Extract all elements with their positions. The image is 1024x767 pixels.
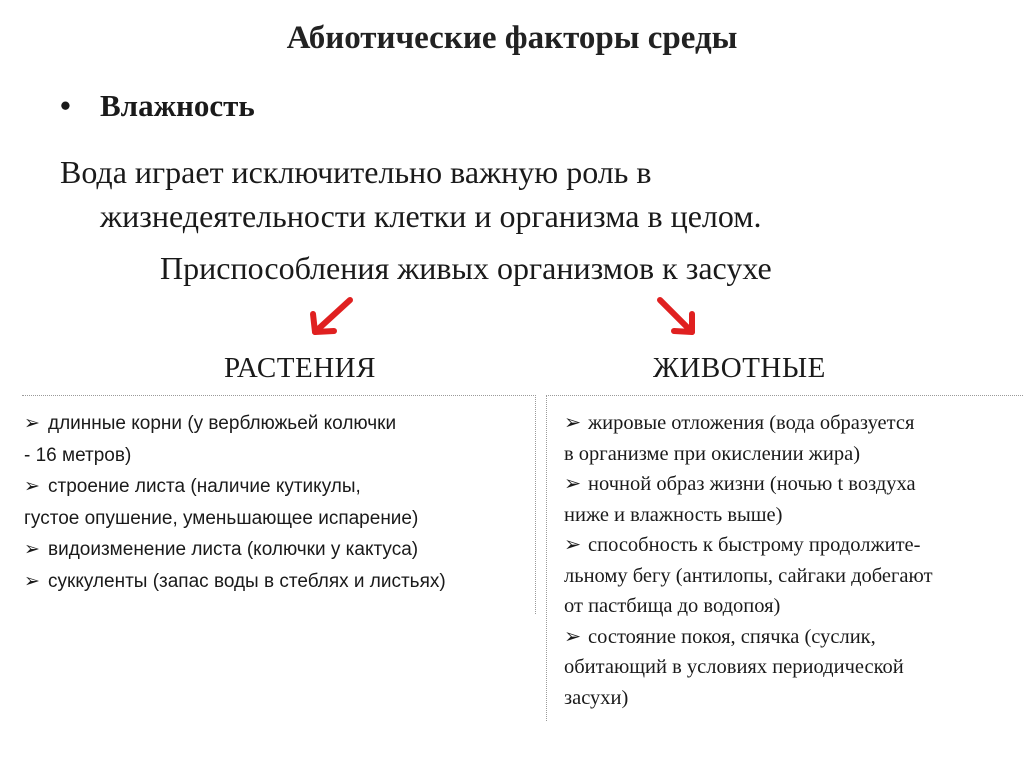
list-item-text: суккуленты (запас воды в стеблях и листьях) [48,570,446,592]
list-item-text: густое опушение, уменьшающее испарение) [24,507,419,529]
list-item-text: строение листа (наличие кутикулы, [48,476,361,497]
list-item-text: льному бегу (антилопы, сайгаки добегают [564,564,933,587]
list-item [564,408,933,439]
list-item-text: от пастбища до водопоя) [564,595,781,617]
list-item [564,469,933,500]
list-item [24,440,446,472]
arrow-bullet-icon: ➢ [564,473,582,495]
list-item-text: видоизменение листа (колючки у кактуса) [48,539,419,560]
subtitle: Приспособления живых организмов к засухе [160,250,772,286]
arrow-bullet-icon: ➢ [564,412,582,434]
arrow-bullet-icon: ➢ [564,625,582,648]
intro-text [60,150,980,238]
animals-list [564,408,933,713]
arrow-bullet-icon: ➢ [24,413,40,434]
bullet-marker: • [60,88,71,123]
arrow-bullet-icon: ➢ [24,539,40,560]
intro-line-1: Вода играет исключительно важную роль в [60,154,652,190]
list-item-text: состояние покоя, спячка (суслик, [588,625,876,648]
list-item [564,591,933,622]
intro-line-2: жизнедеятельности клетки и организма в целом. [100,198,762,234]
heading-label: Влажность [100,88,255,123]
list-item-text: в организме при окислении жира) [564,442,861,465]
list-item-text: - 16 метров) [24,444,132,466]
list-item [24,408,446,440]
list-item-text: обитающий в условиях периодической [564,656,904,678]
list-item-text: способность к быстрому продолжите- [588,534,921,556]
list-item [24,471,446,503]
list-item [564,622,933,653]
arrow-bullet-icon: ➢ [564,534,582,556]
animals-header: ЖИВОТНЫЕ [653,352,826,384]
list-item [24,534,446,566]
slide-title: Абиотические факторы среды [286,20,738,56]
list-item [564,439,933,470]
list-item [24,566,446,598]
list-item [564,530,933,561]
list-item [564,561,933,592]
arrow-bullet-icon: ➢ [24,570,40,592]
list-item-text: жировые отложения (вода образуется [588,412,915,434]
list-item [564,652,933,683]
heading-row [60,88,255,124]
arrow-right-icon [660,300,692,332]
plants-list [24,408,446,597]
plants-header: РАСТЕНИЯ [224,352,376,384]
list-item-text: засухи) [564,686,629,709]
list-item [564,500,933,531]
list-item [24,503,446,535]
arrow-left-icon [313,300,350,332]
list-item-text: ниже и влажность выше) [564,503,783,526]
list-item-text: ночной образ жизни (ночью t воздуха [588,473,916,495]
plants-box [22,395,536,614]
list-item-text: длинные корни (у верблюжьей колючки [48,413,397,434]
animals-box [546,395,1024,721]
arrow-bullet-icon: ➢ [24,476,40,497]
list-item [564,683,933,714]
